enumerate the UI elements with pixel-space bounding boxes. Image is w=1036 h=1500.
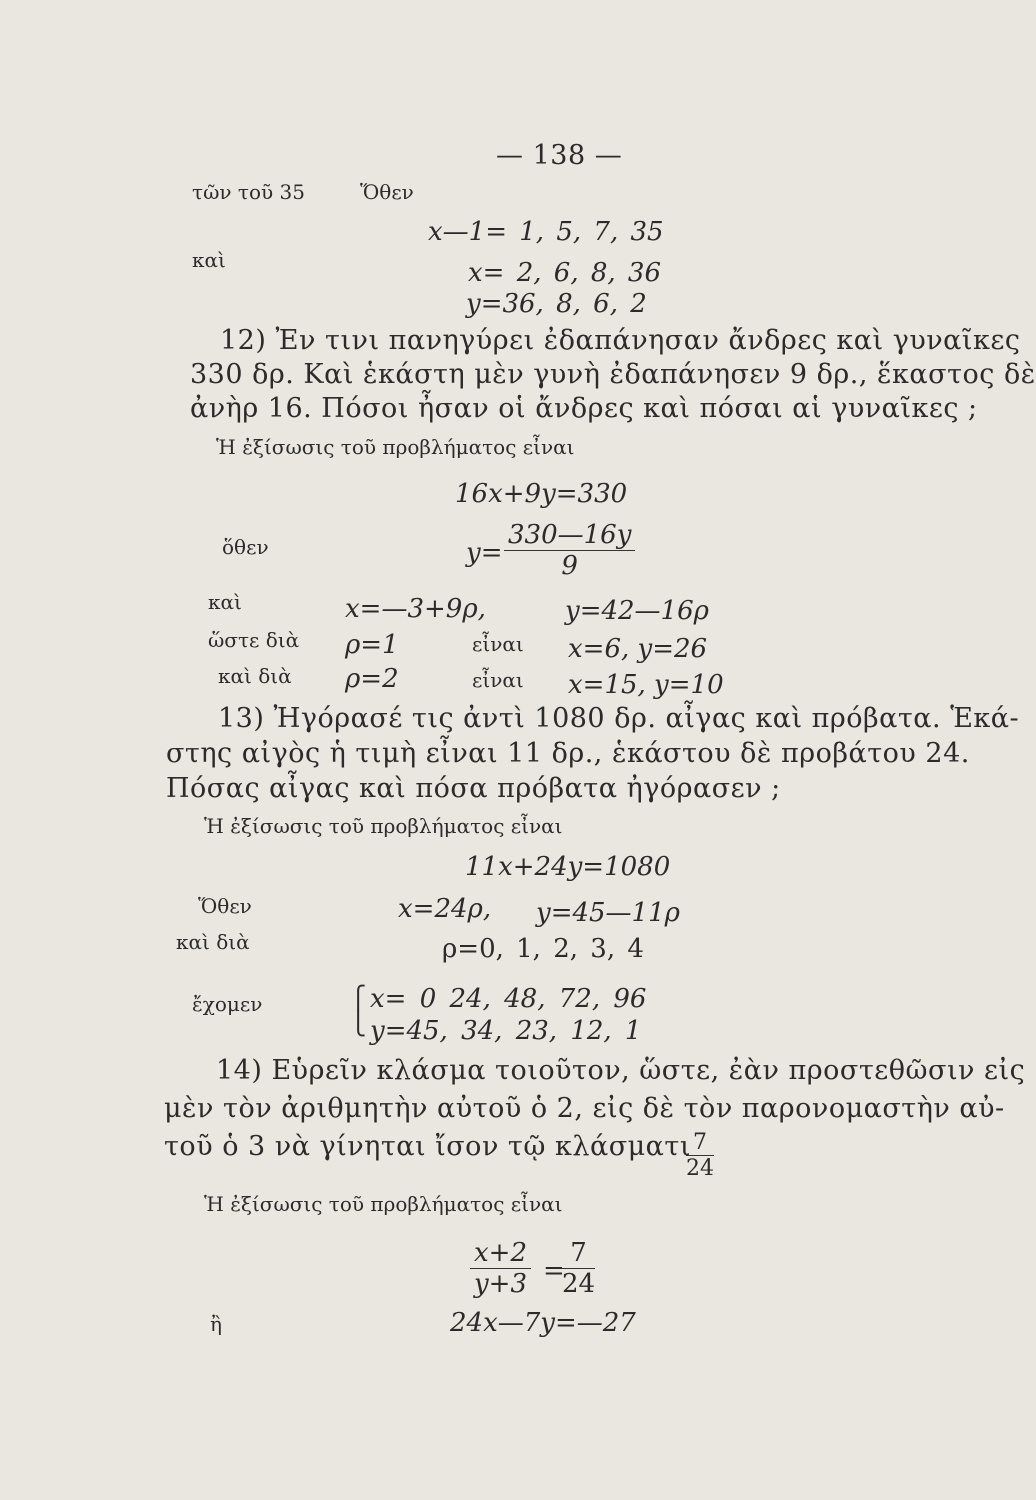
p14-eq-intro: Ἡ ἐξίσωσις τοῦ προβλήματος εἶναι (204, 1192, 563, 1216)
p12-wste-dia: ὥστε διὰ (208, 628, 300, 652)
p12-eq-intro: Ἡ ἐξίσωσις τοῦ προβλήματος εἶναι (216, 435, 575, 459)
p14-rhs-numerator: 7 (562, 1238, 595, 1269)
page-number: — 138 — (496, 140, 623, 171)
p13-eq-intro: Ἡ ἐξίσωσις τοῦ προβλήματος εἶναι (204, 814, 563, 838)
brace-bottom: ⎩ (350, 1012, 367, 1037)
p14-rhs-denominator: 24 (562, 1269, 596, 1299)
p14-equals: = (543, 1256, 565, 1286)
p12-frac-numerator: 330—16y (504, 520, 635, 551)
p12-line-2: 330 δρ. Καὶ ἑκάστη μὲν γυνὴ ἐδαπάνησεν 9 δρ., ἕκαστος δὲ (190, 359, 1036, 390)
p12-x-rho: x=—3+9ρ, (345, 594, 486, 624)
p12-rho-2: ρ=2 (345, 664, 399, 694)
p14-i: ἢ (210, 1312, 222, 1336)
p14-inline-denominator: 24 (686, 1156, 714, 1181)
p13-x-values: x= 0 24, 48, 72, 96 (370, 984, 647, 1014)
p12-fraction (504, 520, 635, 581)
p12-line-1: 12) Ἐν τινι πανηγύρει ἐδαπάνησαν ἄνδρες καὶ γυναῖκες (220, 325, 1021, 356)
top-othen: Ὅθεν (360, 180, 414, 204)
p13-equation: 11x+24y=1080 (465, 852, 671, 882)
p12-line-3: ἀνὴρ 16. Πόσοι ἦσαν οἱ ἄνδρες καὶ πόσαι αἱ γυναῖκες ; (190, 393, 978, 424)
p14-rhs-fraction (562, 1238, 595, 1299)
p13-y-values: y=45, 34, 23, 12, 1 (370, 1016, 642, 1046)
p14-inline-numerator: 7 (686, 1130, 714, 1156)
p13-line-3: Πόσας αἶγας καὶ πόσα πρόβατα ἠγόρασεν ; (166, 773, 781, 804)
p13-line-1: 13) Ἠγόρασέ τις ἀντὶ 1080 δρ. αἶγας καὶ πρόβατα. Ἑκά- (218, 703, 1020, 734)
p14-final-equation: 24x—7y=—27 (450, 1308, 636, 1338)
p14-lhs-denominator: y+3 (473, 1269, 527, 1299)
p13-exomen: ἔχομεν (192, 992, 263, 1016)
p13-line-2: στης αἰγὸς ἡ τιμὴ εἶναι 11 δρ., ἑκάστου δὲ προβάτου 24. (166, 738, 970, 769)
top-row-2: x= 2, 6, 8, 36 (468, 258, 662, 288)
top-kai: καὶ (192, 248, 226, 272)
p14-lhs-numerator: x+2 (470, 1238, 531, 1269)
p14-inline-fraction (686, 1130, 714, 1181)
p13-x-rho: x=24ρ, (398, 894, 492, 924)
p12-othen: ὅθεν (222, 535, 269, 559)
p12-kai: καὶ (208, 590, 242, 614)
p14-line-2: μὲν τὸν ἀριθμητὴν αὐτοῦ ὁ 2, εἰς δὲ τὸν παρονομαστὴν αὐ- (164, 1093, 1005, 1124)
top-left-label: τῶν τοῦ 35 (192, 180, 305, 204)
p12-einai-2: εἶναι (472, 668, 524, 692)
p12-einai-1: εἶναι (472, 632, 524, 656)
brace-top: ⎧ (350, 986, 367, 1011)
p12-solution-2: x=15, y=10 (568, 670, 724, 700)
p12-kai-dia: καὶ διὰ (218, 664, 292, 688)
p12-y-eq: y= (466, 538, 503, 568)
p14-line-3: τοῦ ὁ 3 νὰ γίνηται ἴσον τῷ κλάσματι (164, 1131, 691, 1162)
p14-line-1: 14) Εὑρεῖν κλάσμα τοιοῦτον, ὥστε, ἐὰν προστεθῶσιν εἰς (216, 1055, 1026, 1086)
top-row-3: y=36, 8, 6, 2 (466, 289, 647, 319)
p13-kai-dia: καὶ διὰ (176, 930, 250, 954)
p12-rho-1: ρ=1 (345, 630, 399, 660)
top-row-1: x—1= 1, 5, 7, 35 (428, 217, 664, 247)
p12-frac-denominator: 9 (561, 551, 578, 581)
p13-othen: Ὅθεν (198, 894, 252, 918)
p12-y-rho: y=42—16ρ (565, 596, 709, 626)
p12-solution-1: x=6, y=26 (568, 634, 708, 664)
p13-y-rho: y=45—11ρ (536, 898, 680, 928)
p12-equation: 16x+9y=330 (455, 479, 628, 509)
p13-rho-values: ρ=0, 1, 2, 3, 4 (442, 934, 644, 964)
p14-lhs-fraction (470, 1238, 531, 1299)
